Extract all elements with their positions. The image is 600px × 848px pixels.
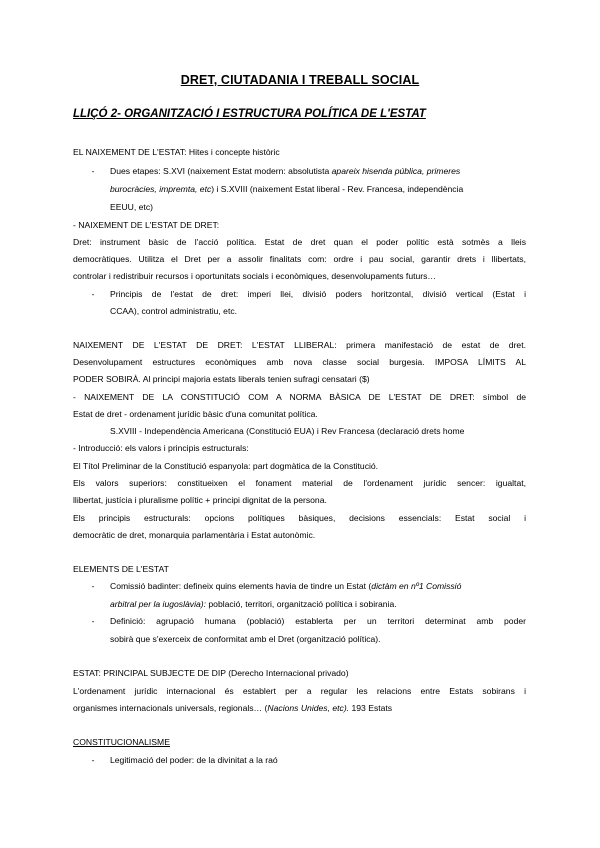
bullet-definicio-line-1: Definició: agrupació humana (població) establerta per un territori determinat amb poder [110, 616, 526, 626]
paragraph-line: El Títol Preliminar de la Constitució espanyola: part dogmàtica de la Constitució. [73, 461, 379, 471]
paragraph-line: PODER SOBIRÀ. Al principi majoria estats liberals tenien sufragi censatari ($) [73, 374, 370, 384]
section-heading-elements: ELEMENTS DE L'ESTAT [73, 564, 169, 574]
bullet-badinter-line-1: Comissió badinter: defineix quins elements havia de tindre un Estat (dictàm en nº1 Comissió [110, 581, 462, 591]
bullet-etapes-line-1: Dues etapes: S.XVI (naixement Estat modern: absolutista apareix hisenda pública, primeres [110, 166, 461, 176]
bullet-marker: - [91, 581, 95, 591]
paragraph-line: L'ordenament jurídic internacional és establert per a regular les relacions entre Estats sobirans i [73, 686, 526, 696]
bullet-marker: - [91, 616, 95, 626]
bullet-badinter-line-2: arbitral per la iugoslàvia): població, territori, organització política i sobirania. [110, 599, 397, 609]
paragraph-line: Estat de dret - ordenament jurídic bàsic d'una comunitat política. [73, 409, 318, 419]
document-title: DRET, CIUTADANIA I TREBALL SOCIAL [180, 73, 420, 87]
paragraph-line: Els principis estructurals: opcions polítiques bàsiques, decisions essencials: Estat social i [73, 513, 526, 523]
bullet-etapes-line-3: EEUU, etc) [110, 202, 153, 212]
section-heading-constitucionalisme: CONSTITUCIONALISME [73, 737, 170, 747]
lesson-title: LLIÇÓ 2- ORGANITZACIÓ I ESTRUCTURA POLÍTICA DE L'ESTAT [73, 108, 426, 120]
paragraph-line: NAIXEMENT DE L'ESTAT DE DRET: L'ESTAT LLIBERAL: primera manifestació de estat de dret. [73, 340, 526, 350]
section-heading-naixement: EL NAIXEMENT DE L'ESTAT: Hites i concepte històric [73, 147, 280, 157]
paragraph-line: - NAIXEMENT DE LA CONSTITUCIÓ COM A NORMA BÀSICA DE L'ESTAT DE DRET: símbol de [73, 392, 526, 402]
bullet-principis-line-1: Principis de l'estat de dret: imperi llei, divisió poders horitzontal, divisió vertical (Estat i [110, 289, 526, 299]
paragraph-line: controlar i redistribuir recursos i oportunitats socials i econòmiques, desenvolupaments futurs… [73, 271, 437, 281]
paragraph-line: - Introducció: els valors i principis estructurals: [73, 443, 249, 453]
paragraph-line: Els valors superiors: constitueixen el fonament material de l'ordenament jurídic sencer: igualtat, [73, 478, 526, 488]
paragraph-line: democràtiques. Utilitza el Dret per a assolir finalitats com: ordre i pau social, garantir drets i llibertats, [73, 254, 526, 264]
paragraph-line: democràtic de dret, monarquia parlamentària i Estat autonòmic. [73, 530, 316, 540]
bullet-principis-line-2: CCAA), control administratiu, etc. [110, 306, 238, 316]
paragraph-line: llibertat, justícia i pluralisme polític + principi dignitat de la persona. [73, 495, 327, 505]
bullet-marker: - [91, 166, 95, 176]
sub-heading-estat-dret: - NAIXEMENT DE L'ESTAT DE DRET: [73, 220, 220, 230]
bullet-etapes-line-2: burocràcies, impremta, etc) i S.XVIII (naixement Estat liberal - Rev. Francesa, independència [110, 184, 464, 194]
paragraph-line: Dret: instrument bàsic de l'acció política. Estat de dret quan el poder polític està sotmès a lleis [73, 237, 526, 247]
paragraph-line: organismes internacionals universals, regionals… (Nacions Unides, etc). 193 Estats [73, 703, 393, 713]
bullet-legitimacio: Legitimació del poder: de la divinitat a la raó [110, 755, 278, 765]
bullet-marker: - [91, 755, 95, 765]
paragraph-line: Desenvolupament estructures econòmiques amb nova classe social burgesia. IMPOSA LÍMITS AL [73, 357, 526, 367]
bullet-definicio-line-2: sobirà que s'exerceix de conformitat amb el Dret (organització política). [110, 634, 381, 644]
bullet-marker: - [91, 289, 95, 299]
paragraph-line: S.XVIII - Independència Americana (Constitució EUA) i Rev Francesa (declaració drets home [110, 426, 465, 436]
section-heading-dip: ESTAT: PRINCIPAL SUBJECTE DE DIP (Derecho Internacional privado) [73, 668, 349, 678]
